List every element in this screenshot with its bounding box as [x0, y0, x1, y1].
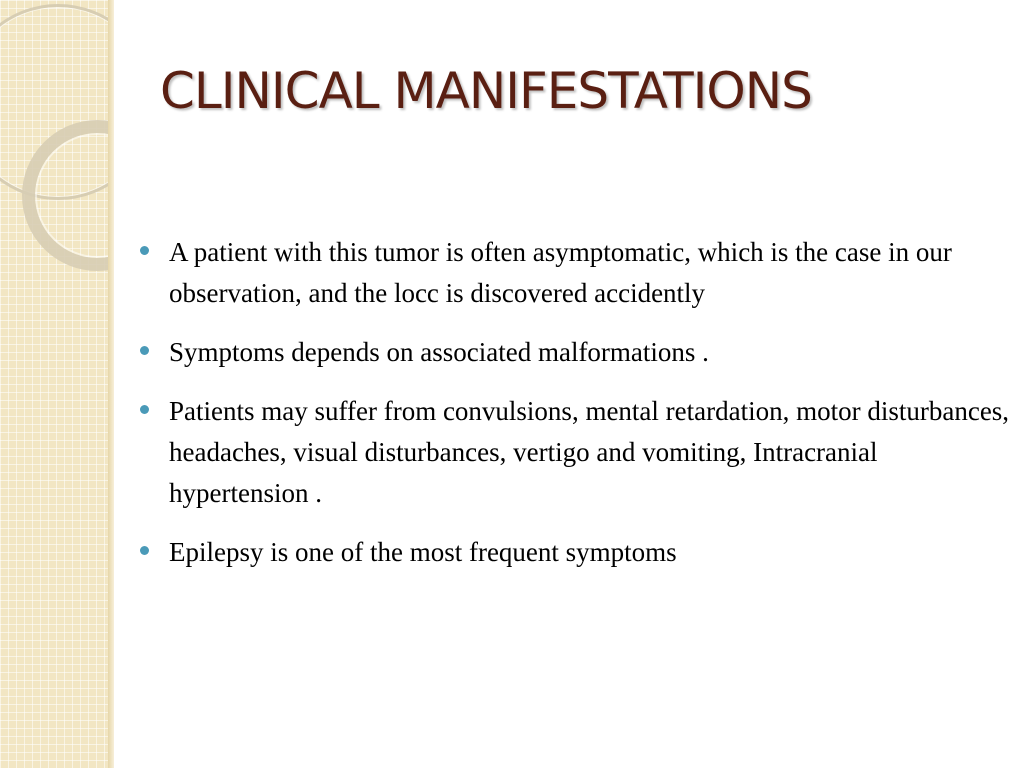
bullet-item [140, 232, 1010, 314]
bullet-item [140, 532, 1010, 573]
bullet-text: Symptoms depends on associated malformations . [169, 337, 709, 367]
bullet-marker-icon [140, 246, 149, 255]
bullet-text: Patients may suffer from convulsions, mental retardation, motor disturbances, headaches, visual disturbances, vertigo and vomiting, Intracranial hypertension . [169, 396, 1010, 508]
bullet-text: A patient with this tumor is often asymptomatic, which is the case in our observation, and the locc is discovered accidently [169, 237, 952, 308]
bullet-item [140, 332, 1010, 373]
bullet-marker-icon [140, 546, 149, 555]
strip-divider [108, 0, 114, 768]
slide-title: CLINICAL MANIFESTATIONS [160, 62, 812, 120]
bullet-marker-icon [140, 405, 149, 414]
bullet-text: Epilepsy is one of the most frequent symptoms [169, 537, 677, 567]
bullet-item [140, 391, 1010, 514]
bullet-list [140, 232, 1010, 591]
bullet-marker-icon [140, 346, 149, 355]
decorative-grid-strip [0, 0, 112, 768]
